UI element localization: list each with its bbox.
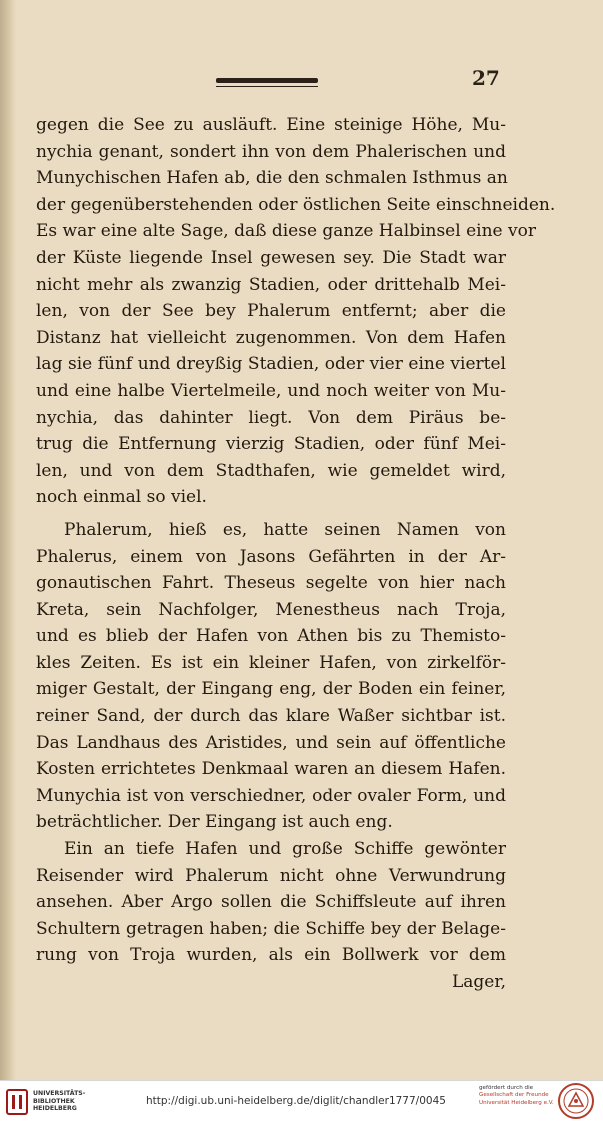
text-line: nicht mehr als zwanzig Stadien, oder drittehalb Mei- [36, 274, 506, 295]
text-line: und es blieb der Hafen von Athen bis zu Themisto- [36, 626, 506, 647]
library-name-line: HEIDELBERG [33, 1105, 77, 1113]
text-line: Phalerum, hieß es, hatte seinen Namen von [64, 519, 506, 540]
text-line: Das Landhaus des Aristides, und sein auf öffentliche [36, 732, 506, 753]
text-line: miger Gestalt, der Eingang eng, der Boden ein feiner, [36, 679, 506, 700]
catchword: Lager, [451, 972, 506, 992]
text-line: Schultern getragen haben; die Schiffe bey der Belage- [36, 918, 506, 939]
text-line: nychia genant, sondert ihn von dem Phalerischen und [36, 141, 506, 162]
text-line: Munychischen Hafen ab, die den schmalen Isthmus an [36, 168, 508, 189]
header-rule [216, 78, 318, 83]
text-line: gonautischen Fahrt. Theseus segelte von hier nach [36, 573, 506, 594]
text-line: Distanz hat vielleicht zugenommen. Von dem Hafen [36, 327, 506, 348]
text-line: Phalerus, einem von Jasons Gefährten in der Ar- [36, 546, 506, 567]
text-line: len, und von dem Stadthafen, wie gemeldet wird, [36, 460, 506, 481]
permalink-url[interactable]: http://digi.ub.uni-heidelberg.de/diglit/chandler1777/0045 [146, 1095, 446, 1107]
text-line: Es war eine alte Sage, daß diese ganze Halbinsel eine vor [36, 221, 536, 242]
library-logo-icon[interactable] [6, 1089, 28, 1115]
text-line: kles Zeiten. Es ist ein kleiner Hafen, von zirkelför- [36, 652, 506, 673]
text-line: ansehen. Aber Argo sollen die Schiffsleute auf ihren [36, 892, 506, 913]
text-line: gegen die See zu ausläuft. Eine steinige Höhe, Mu- [36, 115, 506, 135]
text-line: Reisender wird Phalerum nicht ohne Verwundrung [36, 865, 506, 886]
text-line: Munychia ist von verschiedner, oder ovaler Form, und [36, 785, 506, 806]
text-line: trug die Entfernung vierzig Stadien, oder fünf Mei- [36, 434, 506, 455]
book-spine-shadow [0, 0, 16, 1080]
text-line: Ein an tiefe Hafen und große Schiffe gewönter [64, 839, 506, 860]
text-line: noch einmal so viel. [36, 487, 207, 508]
text-line: lag sie fünf und dreyßig Stadien, oder vier eine viertel [36, 354, 506, 375]
text-line: reiner Sand, der durch das klare Waßer sichtbar ist. [36, 706, 506, 727]
sponsor-line: Universität Heidelberg e.V. [479, 1099, 554, 1106]
sponsor-line: gefördert durch die [479, 1085, 534, 1091]
text-line: und eine halbe Viertelmeile, und noch weiter von Mu- [36, 380, 506, 401]
text-line: Kosten errichtetes Denkmaal waren an diesem Hafen. [36, 759, 506, 780]
text-line: len, von der See bey Phalerum entfernt; aber die [36, 301, 506, 322]
text-line: Kreta, sein Nachfolger, Menestheus nach Troja, [36, 599, 506, 620]
sponsor-note [479, 1085, 557, 1107]
library-name-line: UNIVERSITÄTS- [33, 1090, 86, 1097]
text-line: der Küste liegende Insel gewesen sey. Die Stadt war [36, 247, 506, 268]
sponsor-line: Gesellschaft der Freunde [479, 1092, 549, 1099]
seal-icon[interactable] [557, 1082, 595, 1120]
text-line: beträchtlicher. Der Eingang ist auch eng. [36, 812, 393, 833]
page-number: 27 [472, 66, 500, 90]
library-name[interactable] [33, 1090, 85, 1113]
viewer-footer [0, 1080, 603, 1123]
body-text [36, 112, 556, 996]
text-line: der gegenüberstehenden oder östlichen Seite einschneiden. [36, 194, 556, 215]
text-line: nychia, das dahinter liegt. Von dem Piräus be- [36, 407, 506, 428]
text-line: rung von Troja wurden, als ein Bollwerk vor dem [36, 945, 506, 966]
library-name-line: BIBLIOTHEK [33, 1097, 75, 1105]
